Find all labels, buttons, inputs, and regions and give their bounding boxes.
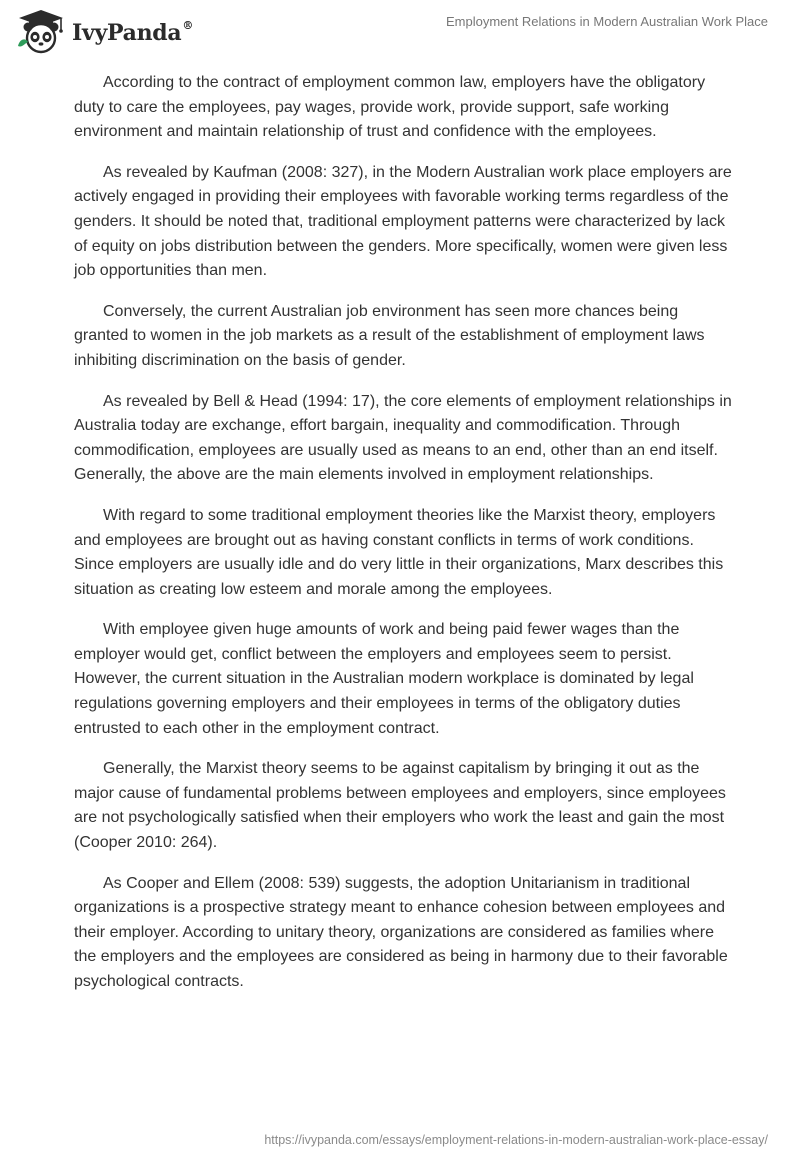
document-title: Employment Relations in Modern Australian Work Place [445,14,768,29]
paragraph: Conversely, the current Australian job environment has seen more chances being granted to women in the job markets as a result of the establishment of employment laws inhibiting discrimination on the basis of gender. [74,302,705,369]
brand-name: IvyPanda® [72,18,194,46]
source-url[interactable]: https://ivypanda.com/essays/employment-relations-in-modern-australian-work-place-essay/ [264,1133,768,1147]
panda-graduate-icon [14,8,68,54]
paragraph: As revealed by Bell & Head (1994: 17), the core elements of employment relationships in Australia today are exchange, effort bargain, inequality and commodification. Through commodification, employees are usually used as means to an end, other than an end itself. Generally, the above are the main elements involved in employment relationships. [74,392,732,484]
paragraph: According to the contract of employment common law, employers have the obligatory duty to care the employees, pay wages, provide work, provide support, safe working environment and maintain relationship of trust and confidence with the employees. [74,74,706,141]
paragraph: With regard to some traditional employment theories like the Marxist theory, employers and employees are brought out as having constant conflicts in terms of work conditions. Since employers are usually idle and do very little in their organizations, Marx describes this situation as creating low esteem and morale among the employees. [74,506,724,598]
registered-mark: ® [182,18,194,32]
essay-body [74,71,734,1011]
brand-logo[interactable] [14,8,193,54]
paragraph: With employee given huge amounts of work and being paid fewer wages than the employer would get, conflict between the employers and employees seem to persist. However, the current situation in the Australian modern workplace is dominated by legal regulations governing employers and their employees in terms of the obligatory duties entrusted to each other in the employment contract. [74,621,694,737]
page-header [0,0,800,60]
paragraph: Generally, the Marxist theory seems to be against capitalism by bringing it out as the major cause of fundamental problems between employees and employers, since employees are not psychologically satisfied when their employers who work the least and gain the most (Cooper 2010: 264). [74,760,726,852]
paragraph: As revealed by Kaufman (2008: 327), in the Modern Australian work place employers are actively engaged in providing their employees with favorable working terms regardless of the genders. It should be noted that, traditional employment patterns were characterized by lack of equity on jobs distribution between the genders. More specifically, women were given less job opportunities than men. [74,163,732,280]
paragraph: As Cooper and Ellem (2008: 539) suggests, the adoption Unitarianism in traditional organizations is a prospective strategy meant to enhance cohesion between employees and their employer. According to unitary theory, organizations are considered as families where the employers and the employees are considered as being in harmony due to their favorable psychological contracts. [74,874,728,990]
